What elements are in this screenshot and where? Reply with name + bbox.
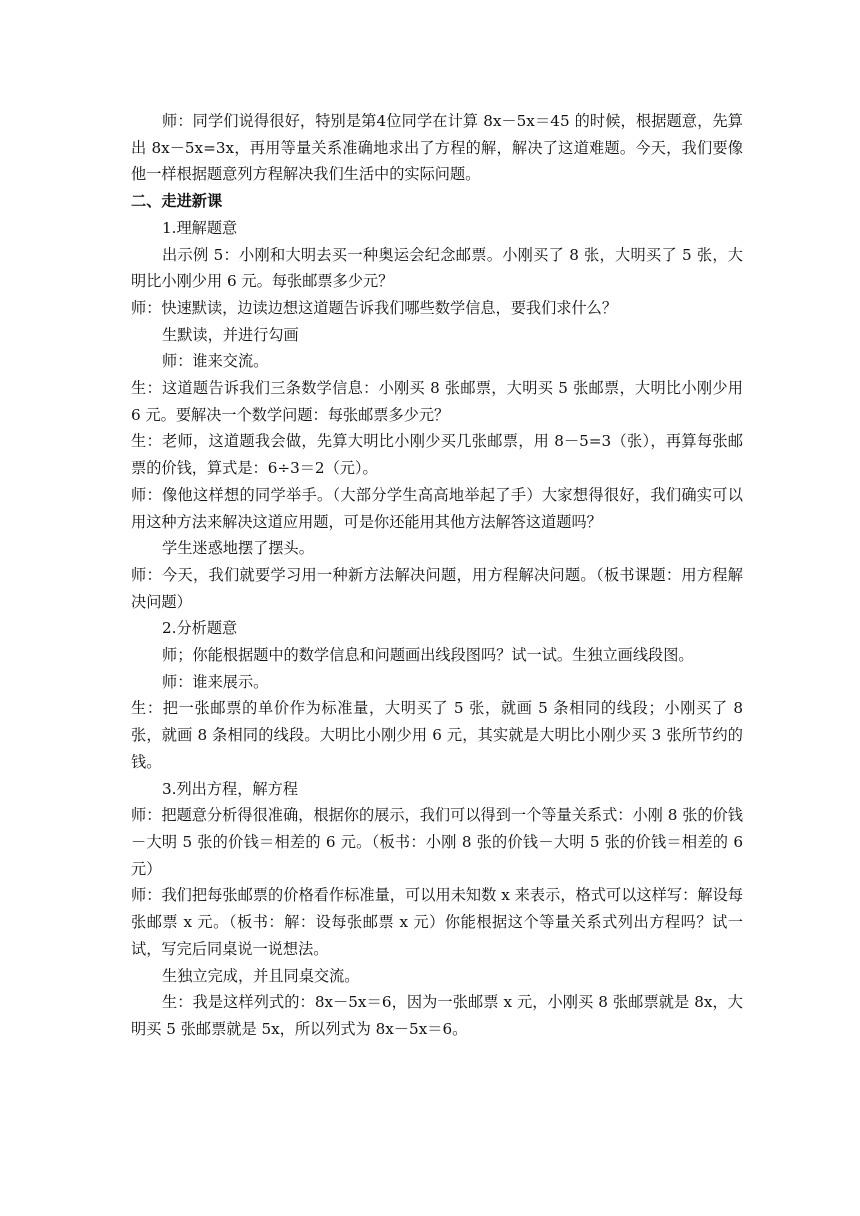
subheading-analyze: 2.分析题意 (162, 619, 238, 638)
document-body (131, 108, 743, 1043)
paragraph-teacher-diagram: 师；你能根据题中的数学信息和问题画出线段图吗？试一试。生独立画线段图。 (162, 646, 694, 665)
subheading-understand: 1.理解题意 (162, 218, 238, 237)
paragraph-students-confused: 学生迷惑地摆了摆头。 (162, 539, 314, 558)
paragraph-example: 出示例 5：小刚和大明去买一种奥运会纪念邮票。小刚买了 8 张，大明买了 5 张，大明比小刚少用 6 元。每张邮票多少元？ (131, 245, 743, 291)
paragraph-students-complete: 生独立完成，并且同桌交流。 (162, 966, 360, 985)
paragraph-teacher-question: 师：像他这样想的同学举手。（大部分学生高高地举起了手）大家想得很好，我们确实可以用这种方法来解决这道应用题，可是你还能用其他方法解答这道题吗？ (131, 485, 743, 531)
paragraph-teacher-new-method: 师：今天，我们就要学习用一种新方法解决问题，用方程解决问题。（板书课题：用方程解决问题） (131, 565, 743, 611)
paragraph-teacher-unknown: 师：我们把每张邮票的价格看作标准量，可以用未知数 x 来表示，格式可以这样写：解设每张邮票 x 元。（板书：解：设每张邮票 x 元）你能根据这个等量关系式列出方程吗？试一试，写完后同桌说一说想法。 (131, 886, 743, 958)
paragraph-students-read: 生默读，并进行勾画 (162, 325, 299, 344)
section-heading: 二、走进新课 (131, 192, 223, 211)
paragraph-student-diagram: 生：把一张邮票的单价作为标准量，大明买了 5 张，就画 5 条相同的线段；小刚买了 8 张，就画 8 条相同的线段。大明比小刚少用 6 元，其实就是大明比小刚少买 3 张所节约的钱。 (131, 699, 743, 771)
paragraph-teacher-intro: 师：同学们说得很好，特别是第4位同学在计算 8x－5x＝45 的时候，根据题意，先算出 8x－5x=3x，再用等量关系准确地求出了方程的解，解决了这道难题。今天，我们要像他一样根据题意列方程解决我们生活中的实际问题。 (131, 112, 743, 184)
paragraph-student-info: 生：这道题告诉我们三条数学信息：小刚买 8 张邮票，大明买 5 张邮票，大明比小刚少用 6 元。要解决一个数学问题：每张邮票多少元？ (131, 379, 743, 424)
paragraph-student-equation: 生：我是这样列式的：8x－5x＝6，因为一张邮票 x 元，小刚买 8 张邮票就是 8x，大明买 5 张邮票就是 5x，所以列式为 8x－5x＝6。 (131, 993, 743, 1038)
paragraph-student-solution: 生：老师，这道题我会做，先算大明比小刚少买几张邮票，用 8－5=3（张），再算每张邮票的价钱，算式是：6÷3＝2（元）。 (131, 432, 743, 478)
paragraph-teacher-show: 师：谁来展示。 (162, 672, 269, 691)
subheading-equation: 3.列出方程，解方程 (162, 779, 298, 798)
paragraph-teacher-read: 师：快速默读，边读边想这道题告诉我们哪些数学信息，要我们求什么？ (131, 298, 617, 317)
paragraph-teacher-relation: 师：把题意分析得很准确，根据你的展示，我们可以得到一个等量关系式：小刚 8 张的价钱－大明 5 张的价钱＝相差的 6 元。（板书：小刚 8 张的价钱－大明 5 张的价钱＝相差的 6 元） (131, 806, 743, 878)
paragraph-teacher-share: 师：谁来交流。 (162, 352, 269, 371)
